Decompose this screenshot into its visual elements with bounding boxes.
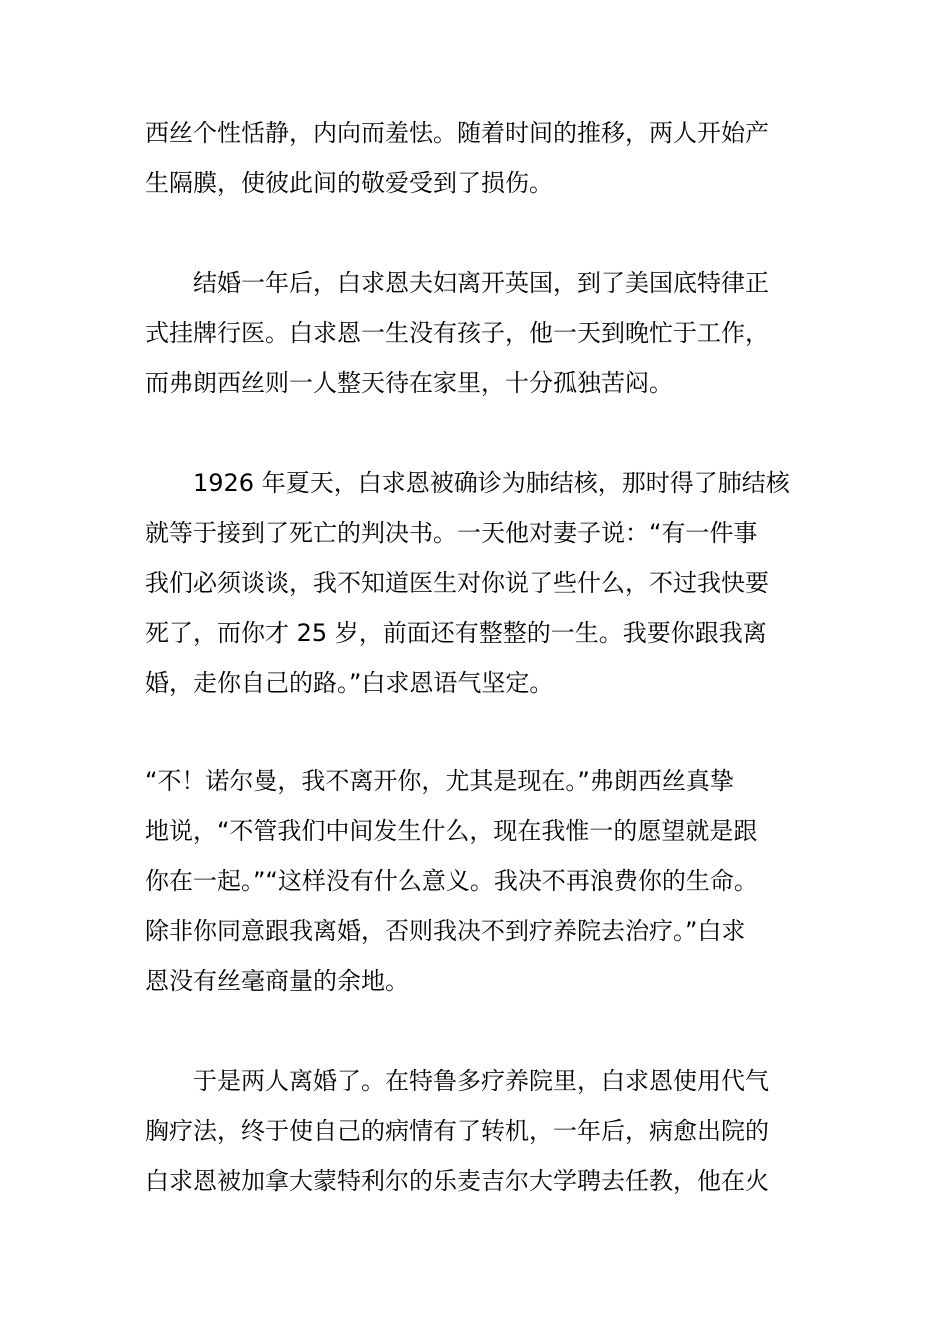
text-line: 我们必须谈谈，我不知道医生对你说了些什么，不过我快要: [145, 569, 769, 597]
text-line: 死了，而你才 25 岁，前面还有整整的一生。我要你跟我离: [145, 619, 767, 647]
text-line: 西丝个性恬静，内向而羞怯。随着时间的推移，两人开始产: [145, 119, 769, 147]
text-line: 你在一起。”“这样没有什么意义。我决不再浪费你的生命。: [145, 867, 758, 895]
text-line: 胸疗法，终于使自己的病情有了转机，一年后，病愈出院的: [145, 1117, 769, 1145]
text-line-indented: 1926 年夏天，白求恩被确诊为肺结核，那时得了肺结核: [193, 469, 790, 497]
text-line: 婚，走你自己的路。”白求恩语气坚定。: [145, 669, 554, 697]
text-line-indented: 结婚一年后，白求恩夫妇离开英国，到了美国底特律正: [193, 269, 769, 297]
text-line: 除非你同意跟我离婚，否则我决不到疗养院去治疗。”白求: [145, 917, 746, 945]
text-line: 地说，“不管我们中间发生什么，现在我惟一的愿望就是跟: [145, 817, 758, 845]
text-line: 而弗朗西丝则一人整天待在家里，十分孤独苦闷。: [145, 369, 673, 397]
text-line: “不！诺尔曼，我不离开你，尤其是现在。”弗朗西丝真挚: [145, 767, 734, 795]
text-line: 白求恩被加拿大蒙特利尔的乐麦吉尔大学聘去任教，他在火: [145, 1167, 769, 1195]
text-line: 式挂牌行医。白求恩一生没有孩子，他一天到晚忙于工作，: [145, 319, 769, 347]
text-line: 生隔膜，使彼此间的敬爱受到了损伤。: [145, 169, 553, 197]
text-line: 就等于接到了死亡的判决书。一天他对妻子说：“有一件事: [145, 519, 758, 547]
text-line-indented: 于是两人离婚了。在特鲁多疗养院里，白求恩使用代气: [193, 1067, 769, 1095]
text-line: 恩没有丝毫商量的余地。: [145, 967, 409, 995]
